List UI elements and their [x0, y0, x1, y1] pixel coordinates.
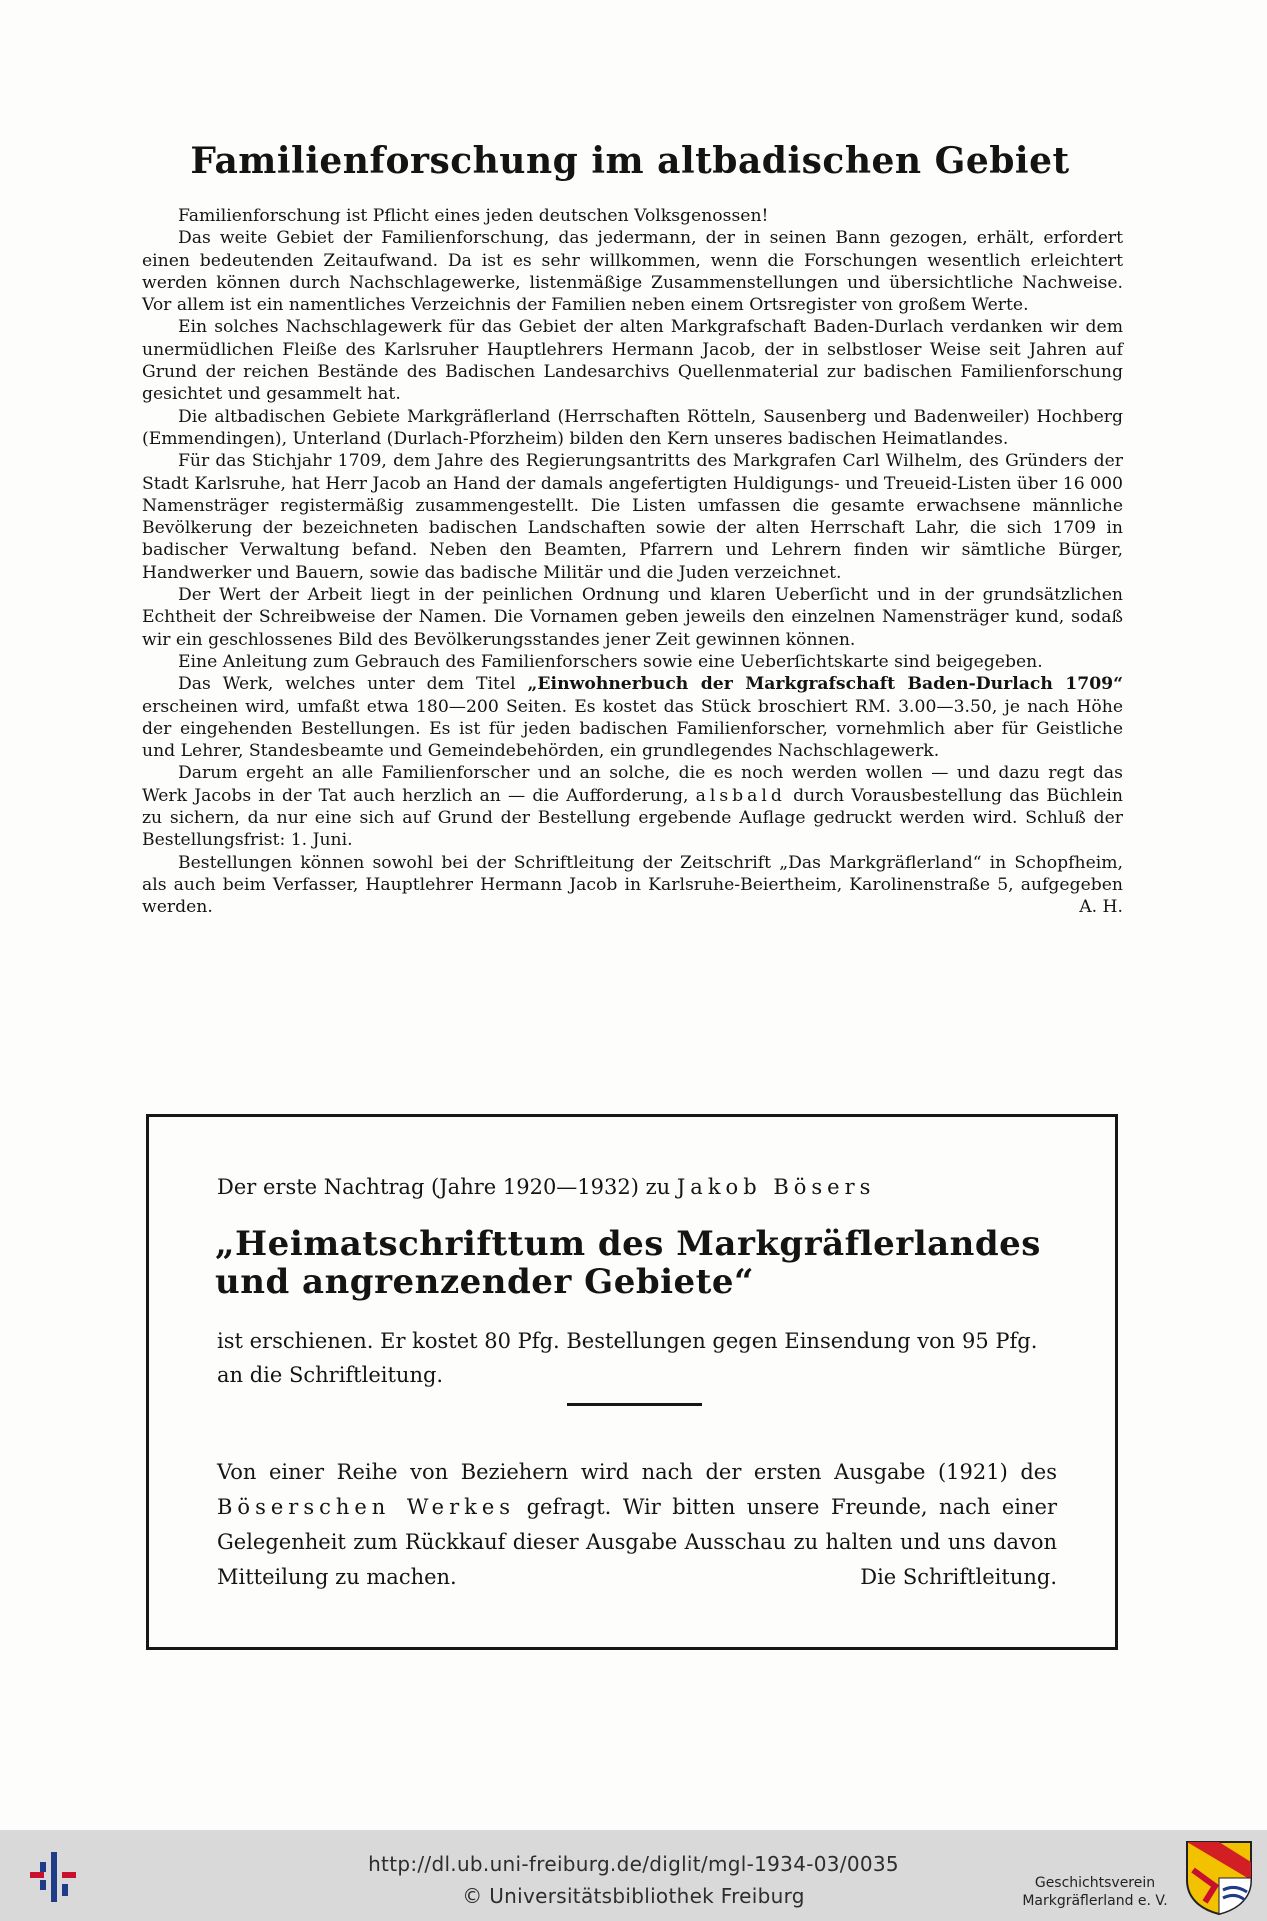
article-text: Das Werk, welches unter dem Titel [178, 674, 516, 695]
article-paragraph: Der Wert der Arbeit liegt in der peinlichen Ordnung und klaren Ueberſicht und in der grundsätzlichen Echtheit der Schreibweise der Namen. Die Vornamen geben jeweils den einzelnen Namensträger kund, sodaß wir ein geschlossenes Bild des Bevölkerungsstandes jener Zeit gewinnen können. [142, 585, 1123, 650]
notice-request-text: Von einer Reihe von Beziehern wird nach der ersten Ausgabe (1921) des [217, 1460, 1057, 1484]
article-paragraph [142, 762, 1123, 851]
page-title: Familienforschung im altbadischen Gebiet [190, 140, 1070, 182]
notice-intro-text: Der erste Nachtrag (Jahre 1920—1932) zu [217, 1175, 671, 1199]
article-paragraph: Die altbadischen Gebiete Markgräflerland (Herrschaften Rötteln, Sausenberg und Badenweiler) Hochberg (Emmendingen), Unterland (Durlach-Pforzheim) bilden den Kern unseres badischen Heimatlandes. [142, 406, 1123, 449]
article-paragraph: Eine Anleitung zum Gebrauch des Familienforschers sowie eine Ueberſichtskarte sind beigegeben. [178, 651, 1043, 672]
article-body [142, 205, 1123, 919]
article-paragraph [142, 852, 1123, 919]
society-name-line: Markgräflerland e. V. [1022, 1893, 1168, 1909]
article-text: durch Vorausbestellung das Büchlein zu sichern, da nur eine sich auf Grund der Bestellung ergebende Auflage gedruckt werden wird. Schluß der Bestellungsfrist: 1. Juni. [142, 785, 1123, 851]
copyright-text: © Universitätsbibliothek Freiburg [462, 1884, 805, 1908]
article-paragraph: Das weite Gebiet der Familienforschung, das jedermann, der in seinen Bann gezogen, erhält, erfordert einen bedeutenden Zeitaufwand. Da ist es sehr willkommen, wenn die Forschungen wesentlich erleichtert werden können durch Nachschlagewerke, listenmäßige Zusammenstellungen und übersichtliche Nachweise. Vor allem ist ein namentliches Verzeichnis der Familien neben einem Ortsregister von großem Werte. [142, 228, 1123, 316]
article-text: erscheinen wird, umfaßt etwa 180—200 Seiten. Es kostet das Stück broschiert RM. 3.00—3.50, je nach Höhe der eingehenden Bestellungen. Es ist für jeden badischen Familienforscher, vornehmlich aber für Geistliche und Lehrer, Standesbeamte und Gemeindebehörden, ein grundlegendes Nachschlagewerk. [142, 696, 1123, 762]
society-name-line: Geschichtsverein [1034, 1875, 1156, 1891]
notice-title: „Heimatschrifttum des Markgräflerlandes und angrenzender Gebiete“ [215, 1224, 1041, 1302]
crest-icon [1185, 1840, 1253, 1916]
notice-request [217, 1455, 1057, 1595]
divider [567, 1403, 702, 1406]
notice-request-text: gefragt. Wir bitten unsere Freunde, nach einer Gelegenheit zum Rückkauf dieser Ausgabe Ausschau zu halten und uns davon Mitteilung zu machen. [217, 1495, 1057, 1589]
book-title: „Einwohnerbuch der Markgrafschaft Baden-Durlach 1709“ [527, 674, 1124, 695]
notice-box [146, 1114, 1118, 1650]
notice-intro [217, 1175, 1057, 1199]
emphasis-text: alsbald [695, 785, 786, 806]
article-signature: A. H. [1079, 897, 1123, 918]
article-paragraph: Ein solches Nachschlagewerk für das Gebiet der alten Markgrafschaft Baden-Durlach verdanken wir dem unermüdlichen Fleiße des Karlsruher Hauptlehrers Hermann Jacob, der in selbstloser Weise seit Jahren auf Grund der reichen Bestände des Badischen Landesarchivs Quellenmaterial zur badischen Familienforschung gesichtet und gesammelt hat. [142, 317, 1123, 405]
article-text: Bestellungen können sowohl bei der Schriftleitung der Zeitschrift „Das Markgräflerland“ in Schopfheim, als auch beim Verfasser, Hauptlehrer Hermann Jacob in Karlsruhe-Beiertheim, Karolinenstraße 5, aufgegeben werden. [142, 852, 1123, 918]
society-name [1015, 1874, 1175, 1910]
permalink-url[interactable]: http://dl.ub.uni-freiburg.de/diglit/mgl-1934-03/0035 [368, 1852, 899, 1876]
viewer-footer [0, 1830, 1267, 1921]
article-text: Darum ergeht an alle Familienforscher und an solche, die es noch werden wollen — und dazu regt das Werk Jacobs in der Tat auch herzlich an — die Aufforderung, [142, 763, 1123, 806]
notice-work-name: Böserschen Werkes [217, 1495, 516, 1519]
article-paragraph: Familienforschung ist Pflicht eines jeden deutschen Volksgenossen! [178, 206, 769, 226]
notice-text: ist erschienen. Er kostet 80 Pfg. Bestellungen gegen Einsendung von 95 Pfg. an die Schriftleitung. [217, 1329, 1038, 1387]
notice-author: Jakob Bösers [676, 1175, 876, 1199]
notice-signature: Die Schriftleitung. [860, 1565, 1057, 1589]
article-paragraph [142, 673, 1123, 762]
article-paragraph: Für das Stichjahr 1709, dem Jahre des Regierungsantritts des Markgrafen Carl Wilhelm, des Gründers der Stadt Karlsruhe, hat Herr Jacob an Hand der damals angefertigten Huldigungs- und Treueid-Listen über 16 000 Namensträger registermäßig zusammengestellt. Die Listen umfassen die gesamte erwachsene männliche Bevölkerung der bezeichneten badischen Landschaften sowie der alten Herrschaft Lahr, die sich 1709 in badischer Verwaltung befand. Neben den Beamten, Pfarrern und Lehrern finden wir sämtliche Bürger, Handwerker und Bauern, sowie das badische Militär und die Juden verzeichnet. [142, 451, 1123, 583]
